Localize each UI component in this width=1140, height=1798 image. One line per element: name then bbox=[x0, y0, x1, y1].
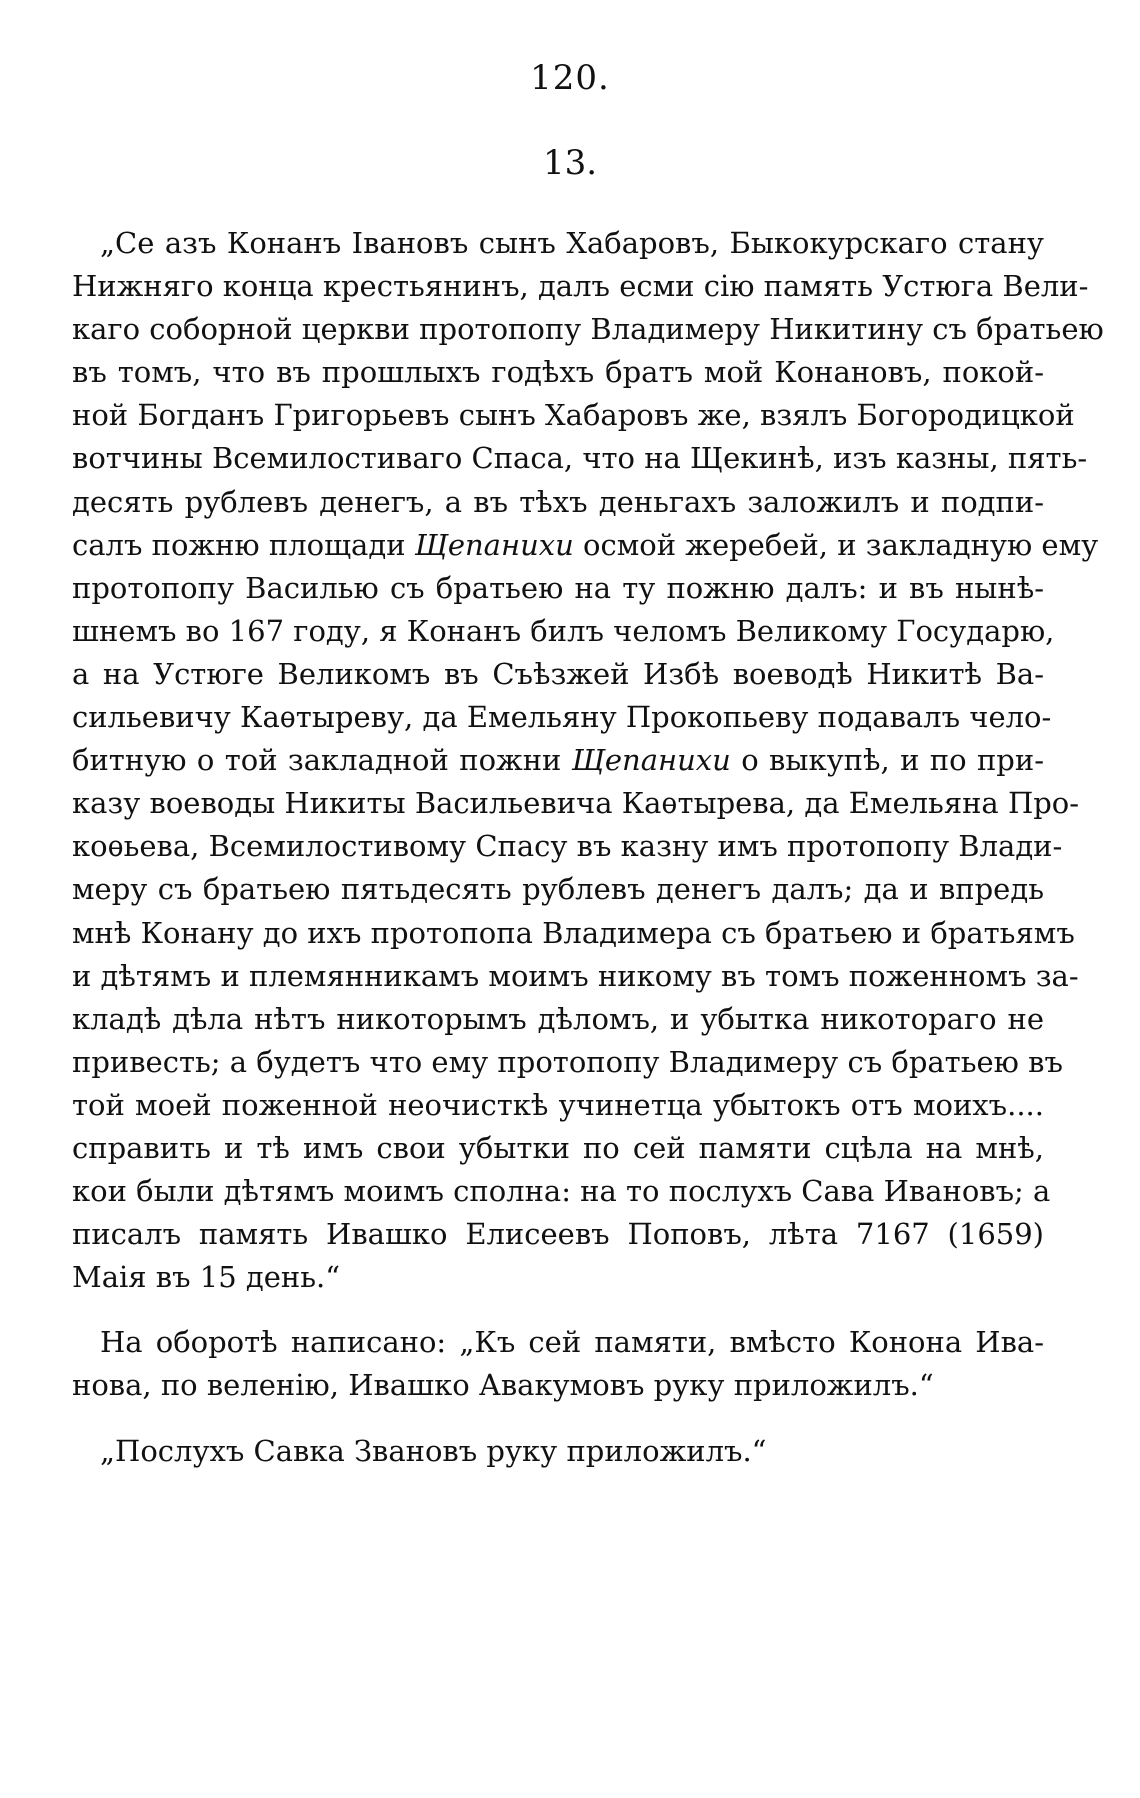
paragraph-gap bbox=[72, 1299, 1044, 1321]
text-line: шнемъ во 167 году, я Конанъ билъ челомъ Великому Государю, bbox=[72, 613, 1055, 648]
text-line: Нижняго конца крестьянинъ, далъ есми сію память Устюга Вели- bbox=[72, 269, 1089, 304]
text-line: писалъ память Ивашко Елисеевъ Поповъ, лѣта 7167 (1659) bbox=[72, 1217, 1044, 1252]
text-line: той моей поженной неочисткѣ учинетца убытокъ отъ моихъ.... bbox=[72, 1087, 1044, 1122]
text-line: казу воеводы Никиты Васильевича Каѳтырева, да Емельяна Про- bbox=[72, 786, 1080, 821]
text-line: Маія въ 15 день.“ bbox=[72, 1260, 341, 1295]
text-line: вотчины Всемилостиваго Спаса, что на Щекинѣ, изъ казны, пять- bbox=[72, 441, 1088, 476]
text-line: коѳьева, Всемилостивому Спасу въ казну имъ протопопу Влади- bbox=[72, 829, 1063, 864]
place-name: Щепанихи bbox=[414, 527, 574, 562]
text-line: и дѣтямъ и племянникамъ моимъ никому въ томъ поженномъ за- bbox=[72, 958, 1079, 993]
text-line: ной Богданъ Григорьевъ сынъ Хабаровъ же, взялъ Богородицкой bbox=[72, 398, 1075, 433]
endorsement-line: На оборотѣ написано: „Къ сей памяти, вмѣсто Конона Ива- bbox=[100, 1325, 1044, 1360]
witness-line: „Послухъ Савка Звановъ руку приложилъ.“ bbox=[100, 1433, 767, 1468]
paragraph-gap bbox=[72, 1408, 1044, 1430]
text-line: протопопу Василью съ братьею на ту пожню далъ: и въ нынѣ- bbox=[72, 570, 1044, 605]
text-line: кои были дѣтямъ моимъ сполна: на то послухъ Сава Ивановъ; а bbox=[72, 1174, 1051, 1209]
text-line: мнѣ Конану до ихъ протопопа Владимера съ братьею и братьямъ bbox=[72, 915, 1075, 950]
text-line: кладѣ дѣла нѣтъ никоторымъ дѣломъ, и убытка никотораго не bbox=[72, 1001, 1044, 1036]
text-line: каго соборной церкви протопопу Владимеру Никитину съ братьею bbox=[72, 312, 1104, 347]
page-number: 120. bbox=[530, 58, 610, 98]
text-line: а на Устюге Великомъ въ Съѣзжей Избѣ воеводѣ Никитѣ Ва- bbox=[72, 656, 1044, 691]
text-line: справить и тѣ имъ свои убытки по сей памяти сцѣла на мнѣ, bbox=[72, 1130, 1044, 1165]
document-number: 13. bbox=[542, 143, 598, 183]
document-body bbox=[72, 222, 1104, 1473]
text-line: сильевичу Каѳтыреву, да Емельяну Прокопьеву подавалъ чело- bbox=[72, 700, 1052, 735]
text-line: привесть; а будетъ что ему протопопу Владимеру съ братьею въ bbox=[72, 1044, 1063, 1079]
place-name: Щепанихи bbox=[571, 743, 731, 778]
text-line: битную о той закладной пожни Щепанихи о выкупѣ, и по при- bbox=[72, 743, 1044, 778]
endorsement-line: нова, по веленію, Ивашко Авакумовъ руку приложилъ.“ bbox=[72, 1368, 934, 1403]
text-line: „Се азъ Конанъ Івановъ сынъ Хабаровъ, Быкокурскаго стану bbox=[100, 226, 1044, 260]
text-line: десять рублевъ денегъ, а въ тѣхъ деньгахъ заложилъ и подпи- bbox=[72, 484, 1044, 519]
text-line: меру съ братьею пятьдесять рублевъ денегъ далъ; да и впредь bbox=[72, 872, 1044, 907]
text-line: въ томъ, что въ прошлыхъ годѣхъ братъ мой Конановъ, покой- bbox=[72, 355, 1044, 390]
text-line: салъ пожню площади Щепанихи осмой жеребей, и закладную ему bbox=[72, 527, 1099, 562]
